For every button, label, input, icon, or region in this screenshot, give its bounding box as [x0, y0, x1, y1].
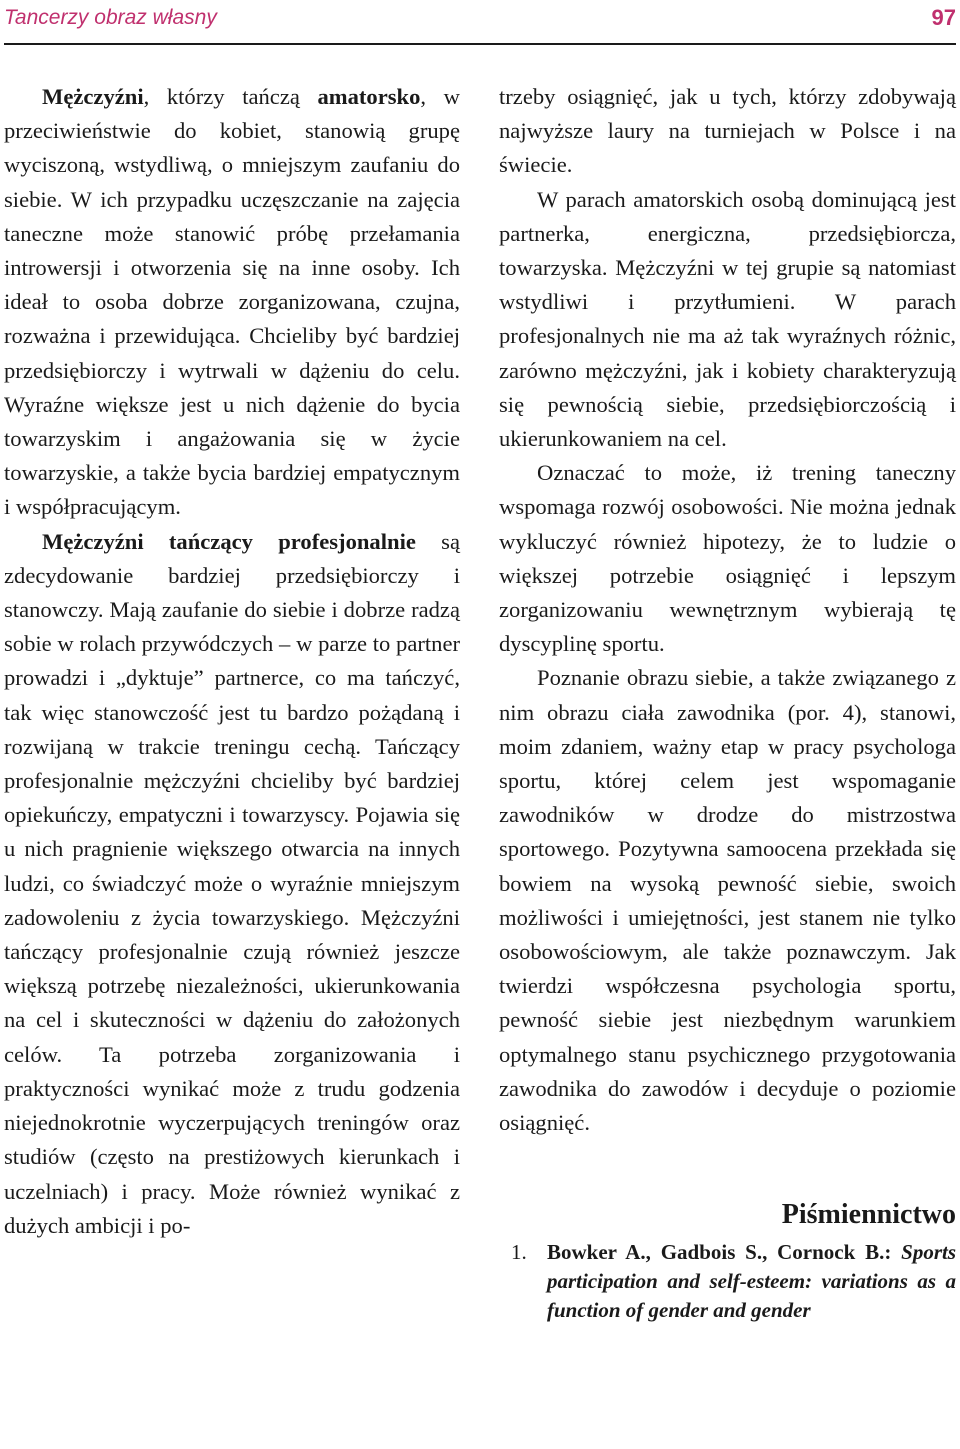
reference-item	[499, 1238, 956, 1325]
paragraph-text: , w przeciwieństwie do kobiet, stanowią grupę wyciszoną, wstydliwą, o mniejszym zaufaniu do siebie. W ich przypadku uczęszczanie na zajęcia taneczne może stanowić próbę przełamania introwersji i otworzenia się na inne osoby. Ich ideał to osoba dobrze zorganizowana, czujna, rozważna i przewidująca. Chcieliby być bardziej przedsiębiorczy i wytrwali w dążeniu do celu. Wyraźne większe jest u nich dążenie do bycia towarzyskim i angażowania się w życie towarzyskie, a także bycia bardziej empatycznym i współpracującym.	[4, 84, 460, 520]
paragraph-conclusion: Oznaczać to może, iż trening taneczny wspomaga rozwój osobowości. Nie można jednak wykluczyć również hipotezy, że to ludzie o większej potrzebie osiągnięć i lepszym zorganizowaniu wewnętrznym wybierają tę dyscyplinę sportu.	[499, 460, 956, 657]
term-professional-men: Mężczyźni tańczący profesjonalnie	[42, 528, 416, 554]
paragraph-self-image: Poznanie obrazu siebie, a także związanego z nim obrazu ciała zawodnika (por. 4), stanowi, moim zdaniem, ważny etap w pracy psychologa sportu, której celem jest wspomaganie zawodników w drodze do mistrzostwa sportowego. Pozytywna samoocena przekłada się bowiem na wysoką pewność siebie, swoich możliwości i umiejętności, jest stanem nie tylko osobowościowym, ale także poznawczym. Jak twierdzi współczesna psychologia sportu, pewność siebie jest niezbędnym warunkiem optymalnego stanu psychicznego przygotowania zawodnika do zawodów i decyduje o poziomie osiągnięć.	[499, 665, 956, 1136]
header-rule	[4, 43, 956, 45]
running-title: Tancerzy obraz własny	[4, 6, 217, 29]
paragraph-text: są zdecydowanie bardziej przedsiębiorczy i stanowczy. Mają zaufanie do siebie i dobrze radzą sobie w rolach przywódczych – w parze to partner prowadzi i „dyktuje” partnerce, co ma tańczyć, tak więc stanowczość jest tu bardzo pożądaną i rozwijaną w trakcie treningu cechą. Tańczący profesjonalnie mężczyźni chcieliby być bardziej opiekuńczy, empatyczni i towarzyscy. Pojawia się u nich pragnienie większego otwarcia na innych ludzi, co świadczyć może o wyraźnie mniejszym zadowoleniu z życia towarzyskiego. Mężczyźni tańczący profesjonalnie czują również jeszcze większą potrzebę niezależności, ukierunkowania na cel i skuteczności w dążeniu do założonych celów. Ta potrzeba zorganizowania i praktyczności wynikać może z trudu godzenia niejednokrotnie wyczerpujących treningów oraz studiów (często na prestiżowych kierunkach i uczelniach) i pracy. Może również wynikać z dużych ambicji i po-	[4, 528, 460, 1238]
paragraph-continuation: trzeby osiągnięć, jak u tych, którzy zdobywają najwyższe laury na turniejach w Polsce i na świecie.	[499, 84, 956, 178]
term-amateur: amatorsko	[317, 84, 421, 109]
paragraph-text: , którzy tańczą	[143, 84, 318, 109]
page-header	[0, 0, 960, 46]
reference-number: 1.	[511, 1240, 527, 1265]
paragraph-professional-men	[4, 525, 460, 1243]
paragraph-amateur-men	[4, 80, 460, 525]
term-men: Mężczyźni	[42, 84, 144, 109]
reference-authors: Bowker A., Gadbois S., Cornock B.:	[547, 1240, 892, 1265]
page-number: 97	[931, 5, 956, 30]
right-column	[499, 80, 956, 1325]
left-column	[4, 80, 460, 1243]
reference-title: Sports participation and self-esteem: variations as a function of gender and gender	[547, 1240, 957, 1323]
references-heading: Piśmiennictwo	[781, 1199, 956, 1231]
paragraph-pairs: W parach amatorskich osobą dominującą jest partnerka, energiczna, przedsiębiorcza, towarzyska. Mężczyźni w tej grupie są natomiast wstydliwi i przytłumieni. W parach profesjonalnych nie ma aż tak wyraźnych różnic, zarówno mężczyźni, jak i kobiety charakteryzują się pewnością siebie, przedsiębiorczością i ukierunkowaniem na cel.	[499, 186, 956, 452]
reference-body	[547, 1238, 956, 1325]
